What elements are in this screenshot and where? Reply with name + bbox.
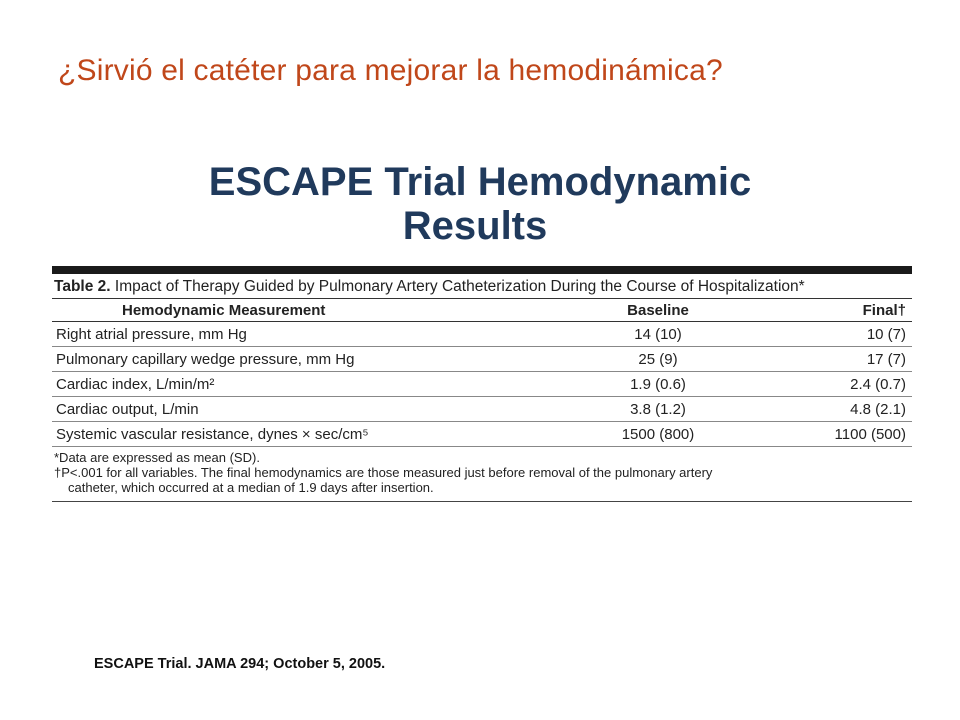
- table-caption: [52, 274, 912, 298]
- hemodynamics-table-block: [52, 266, 912, 502]
- row-measurement: Pulmonary capillary wedge pressure, mm Hg: [52, 347, 554, 372]
- row-measurement: Cardiac index, L/min/m²: [52, 372, 554, 397]
- row-baseline: 3.8 (1.2): [554, 397, 762, 422]
- footnote-data-format: *Data are expressed as mean (SD).: [54, 450, 260, 465]
- footnote-significance: †P<.001 for all variables. The final hemodynamics are those measured just before removal of the pulmonary artery: [54, 465, 713, 480]
- row-final: 2.4 (0.7): [762, 372, 912, 397]
- table-row: [52, 322, 912, 347]
- table-row: [52, 372, 912, 397]
- row-measurement: Right atrial pressure, mm Hg: [52, 322, 554, 347]
- table-header-row: [52, 299, 912, 322]
- table-row: [52, 397, 912, 422]
- table-row: [52, 347, 912, 372]
- row-baseline: 14 (10): [554, 322, 762, 347]
- header-final: Final†: [762, 299, 912, 322]
- row-measurement: Cardiac output, L/min: [52, 397, 554, 422]
- figure-title: [0, 160, 960, 248]
- header-measurement: Hemodynamic Measurement: [52, 299, 554, 322]
- hemodynamics-table: [52, 299, 912, 447]
- row-baseline: 1.9 (0.6): [554, 372, 762, 397]
- row-final: 1100 (500): [762, 422, 912, 447]
- table-row: [52, 422, 912, 447]
- row-baseline: 1500 (800): [554, 422, 762, 447]
- table-top-rule: [52, 266, 912, 274]
- table-caption-text: Impact of Therapy Guided by Pulmonary Artery Catheterization During the Course of Hospitalization*: [110, 278, 805, 295]
- row-final: 4.8 (2.1): [762, 397, 912, 422]
- slide-heading: ¿Sirvió el catéter para mejorar la hemodinámica?: [58, 54, 723, 87]
- row-baseline: 25 (9): [554, 347, 762, 372]
- row-final: 10 (7): [762, 322, 912, 347]
- figure-title-line-2: Results: [402, 204, 548, 248]
- row-measurement: Systemic vascular resistance, dynes × sec/cm⁵: [52, 422, 554, 447]
- table-footnotes: [52, 447, 912, 502]
- header-baseline: Baseline: [554, 299, 762, 322]
- table-caption-label: Table 2.: [54, 278, 111, 295]
- row-final: 17 (7): [762, 347, 912, 372]
- footnote-significance-cont: catheter, which occurred at a median of 1.9 days after insertion.: [68, 480, 434, 495]
- figure-title-line-1: ESCAPE Trial Hemodynamic: [208, 160, 752, 204]
- source-citation: ESCAPE Trial. JAMA 294; October 5, 2005.: [94, 656, 386, 672]
